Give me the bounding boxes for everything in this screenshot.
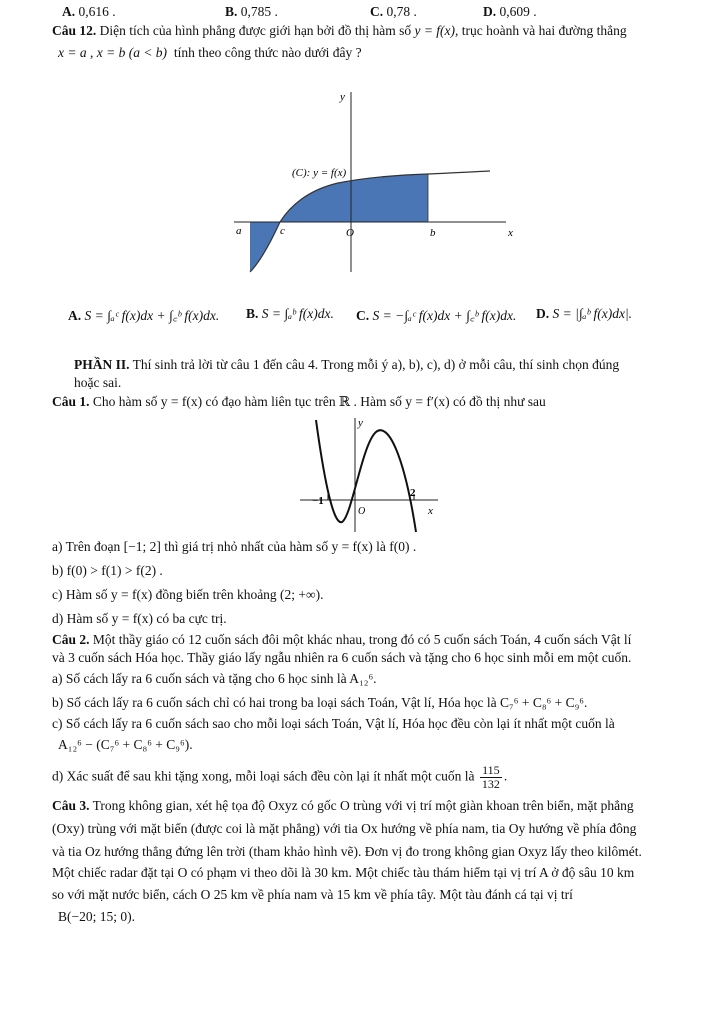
q12-option-c: C. S = −∫ₐᶜ f(x)dx + ∫꜀ᵇ f(x)dx.	[356, 308, 517, 323]
graph-x-label: x	[508, 227, 513, 239]
p2q1-stem: Câu 1. Cho hàm số y = f(x) có đạo hàm liên tục trên ℝ . Hàm số y = f′(x) có đồ thị như sau	[52, 394, 546, 409]
p2q1-derivative-graph	[298, 414, 448, 534]
q12-option-d: D. S = |∫ₐᵇ f(x)dx|.	[536, 306, 633, 321]
graph-neg1-label: −1	[312, 495, 324, 507]
p2q1-item-c: c) Hàm số y = f(x) đồng biến trên khoảng (2; +∞).	[52, 587, 324, 602]
graph-o-label: O	[346, 227, 354, 239]
q11-option-a: A. 0,616 .	[62, 4, 116, 19]
p2q2-item-d: d) Xác suất để sau khi tặng xong, mỗi loại sách đều còn lại ít nhất một cuốn là $\frac{115}{132}$ .	[52, 763, 508, 791]
probability-fraction: $\frac{115}{132}$	[481, 763, 500, 791]
graph-y-label: y	[340, 91, 345, 103]
graph-c-label: c	[280, 225, 285, 237]
graph-curve-label: (C): y = f(x)	[292, 167, 347, 179]
q12-option-a: A. S = ∫ₐᶜ f(x)dx + ∫꜀ᵇ f(x)dx.	[68, 308, 220, 323]
q12-option-b: B. S = ∫ₐᵇ f(x)dx.	[246, 306, 334, 321]
part2-title: PHẦN II.	[74, 357, 130, 372]
graph-b-label: b	[430, 227, 436, 239]
q12-line-2: x = a , x = b (a < b) tính theo công thức nào dưới đây ?	[58, 45, 362, 60]
graph-o-label: O	[358, 506, 366, 517]
p2q1-item-b: b) f(0) > f(1) > f(2) .	[52, 563, 163, 578]
p2q3-line-5: so với mặt nước biển, cách O 25 km về phía nam và 15 km về phía tây. Một tàu đánh cá tại vị trí	[52, 887, 573, 902]
graph-y-label: y	[358, 417, 363, 429]
part2-line-1: PHẦN II. Thí sinh trả lời từ câu 1 đến câu 4. Trong mỗi ý a), b), c), d) ở mỗi câu, thí sinh chọn đúng	[74, 357, 620, 372]
q11-option-c: C. 0,78 .	[370, 4, 417, 19]
p2q3-line-4: Một chiếc radar đặt tại O có phạm vi theo dõi là 30 km. Một chiếc tàu thám hiểm tại vị trí A ở độ sâu 10 km	[52, 865, 635, 880]
p2q2-item-c2: A₁₂⁶ − (C₇⁶ + C₈⁶ + C₉⁶).	[58, 737, 193, 752]
p2q2-stem-2: và 3 cuốn sách Hóa học. Thầy giáo lấy ngẫu nhiên ra 6 cuốn sách và tặng cho 6 học sinh mỗi em một cuốn.	[52, 650, 632, 665]
p2q3-line-2: (Oxy) trùng với mặt biển (được coi là mặt phẳng) với tia Ox hướng về phía nam, tia Oy hướng về phía đông	[52, 821, 637, 836]
q11-option-b: B. 0,785 .	[225, 4, 278, 19]
part2-line-2: hoặc sai.	[74, 375, 122, 390]
p2q1-item-d: d) Hàm số y = f(x) có ba cực trị.	[52, 611, 227, 626]
p2q2-item-c1: c) Số cách lấy ra 6 cuốn sách sao cho mỗi loại sách Toán, Vật lí, Hóa học đều còn lại ít nhất một cuốn là	[52, 716, 615, 731]
p2q1-item-a: a) Trên đoạn [−1; 2] thì giá trị nhỏ nhất của hàm số y = f(x) là f(0) .	[52, 539, 417, 554]
q12-area-graph	[228, 88, 518, 273]
q11-option-d: D. 0,609 .	[483, 4, 537, 19]
p2q3-line-3: và tia Oz hướng thẳng đứng lên trời (tham khảo hình vẽ). Đơn vị đo trong không gian Oxyz lấy theo kilômét.	[52, 844, 642, 859]
p2q2-item-b: b) Số cách lấy ra 6 cuốn sách chỉ có hai trong ba loại sách Toán, Vật lí, Hóa học là C₇⁶ + C₈⁶ + C₉⁶.	[52, 695, 588, 710]
q12-line-1: Câu 12. Diện tích của hình phẳng được giới hạn bởi đồ thị hàm số y = f(x), trục hoành và hai đường thẳng	[52, 23, 627, 38]
graph-x-label: x	[428, 505, 433, 517]
p2q3-line-1: Câu 3. Trong không gian, xét hệ tọa độ Oxyz có gốc O trùng với vị trí một giàn khoan trên biển, mặt phẳng	[52, 798, 634, 813]
p2q2-stem-1: Câu 2. Một thầy giáo có 12 cuốn sách đôi một khác nhau, trong đó có 5 cuốn sách Toán, 4 cuốn sách Vật lí	[52, 632, 632, 647]
q12-label: Câu 12.	[52, 23, 97, 38]
graph-two-label: 2	[410, 487, 416, 499]
p2q2-item-a: a) Số cách lấy ra 6 cuốn sách và tặng cho 6 học sinh là A₁₂⁶.	[52, 671, 377, 686]
graph-a-label: a	[236, 225, 242, 237]
p2q3-line-6: B(−20; 15; 0).	[58, 909, 135, 924]
